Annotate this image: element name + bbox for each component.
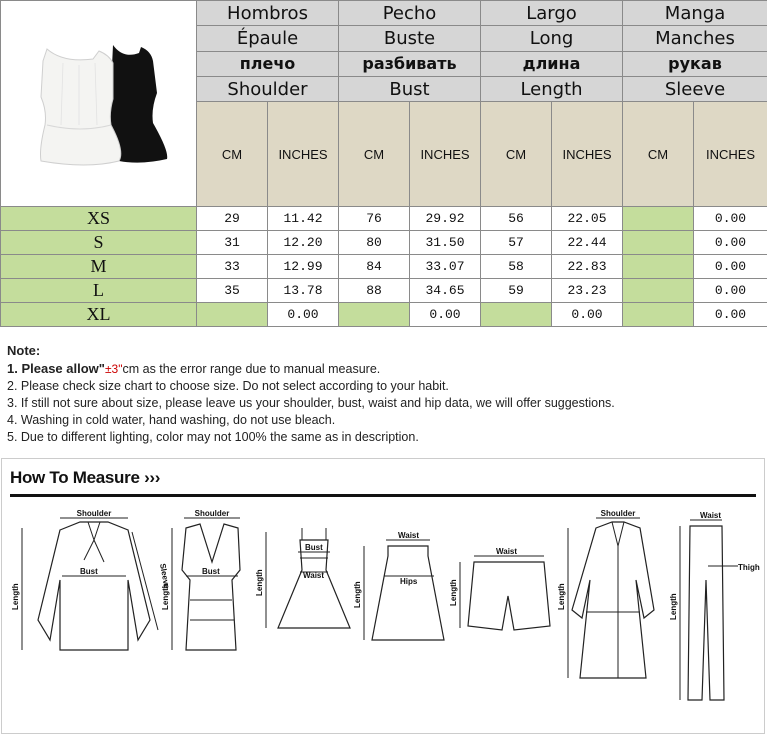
size-row bbox=[1, 231, 767, 255]
diagram-skirt bbox=[353, 531, 444, 640]
label-shoulder: Shoulder bbox=[194, 509, 230, 518]
label-waist: Waist bbox=[496, 547, 518, 556]
header-bust-en: Bust bbox=[339, 77, 481, 102]
how-to-title-text: How To Measure bbox=[10, 468, 140, 487]
size-value-cell: 0.00 bbox=[694, 303, 767, 327]
note-item-5: 5. Due to different lighting, color may not 100% the same as in description. bbox=[7, 430, 419, 444]
label-length: Length bbox=[669, 593, 678, 620]
size-value-cell: 29.92 bbox=[410, 207, 481, 231]
size-value-cell bbox=[623, 279, 694, 303]
note-1-rest: cm as the error range due to manual measure. bbox=[122, 362, 381, 376]
label-hips: Hips bbox=[400, 577, 418, 586]
size-value-cell bbox=[623, 207, 694, 231]
notes-section bbox=[7, 342, 762, 446]
size-value-cell: 11.42 bbox=[268, 207, 339, 231]
label-waist: Waist bbox=[303, 571, 325, 580]
size-value-cell: 0.00 bbox=[410, 303, 481, 327]
measurement-diagrams bbox=[0, 500, 767, 730]
size-value-cell: 0.00 bbox=[694, 255, 767, 279]
unit-cell: CM bbox=[481, 102, 552, 207]
label-length: Length bbox=[161, 583, 170, 610]
size-label: L bbox=[1, 279, 197, 303]
unit-cell: INCHES bbox=[552, 102, 623, 207]
size-label: XS bbox=[1, 207, 197, 231]
header-row-spanish bbox=[1, 1, 767, 26]
size-value-cell: 59 bbox=[481, 279, 552, 303]
header-sleeve-fr: Manches bbox=[623, 26, 767, 51]
size-value-cell: 22.83 bbox=[552, 255, 623, 279]
size-value-cell: 29 bbox=[197, 207, 268, 231]
size-value-cell: 88 bbox=[339, 279, 410, 303]
product-photo bbox=[1, 1, 197, 207]
size-label: M bbox=[1, 255, 197, 279]
header-bust-fr: Buste bbox=[339, 26, 481, 51]
size-row bbox=[1, 207, 767, 231]
size-value-cell bbox=[623, 231, 694, 255]
diagram-trousers bbox=[669, 511, 760, 700]
size-row bbox=[1, 303, 767, 327]
size-value-cell: 33 bbox=[197, 255, 268, 279]
unit-cell: INCHES bbox=[268, 102, 339, 207]
unit-cell: CM bbox=[197, 102, 268, 207]
product-image bbox=[1, 1, 197, 201]
label-length: Length bbox=[557, 583, 566, 610]
label-length: Length bbox=[353, 581, 362, 608]
size-value-cell bbox=[197, 303, 268, 327]
size-row bbox=[1, 255, 767, 279]
label-shoulder: Shoulder bbox=[76, 509, 112, 518]
diagram-tank bbox=[161, 509, 240, 650]
size-value-cell: 34.65 bbox=[410, 279, 481, 303]
diagram-blouse bbox=[11, 509, 171, 650]
size-value-cell: 0.00 bbox=[694, 279, 767, 303]
note-item-3: 3. If still not sure about size, please leave us your shoulder, bust, waist and hip data, we will offer suggestions. bbox=[7, 396, 615, 410]
unit-cell: INCHES bbox=[694, 102, 767, 207]
size-value-cell: 31.50 bbox=[410, 231, 481, 255]
size-value-cell: 57 bbox=[481, 231, 552, 255]
label-bust: Bust bbox=[80, 567, 98, 576]
header-shoulder-en: Shoulder bbox=[197, 77, 339, 102]
size-value-cell: 22.05 bbox=[552, 207, 623, 231]
size-value-cell: 84 bbox=[339, 255, 410, 279]
label-length: Length bbox=[449, 579, 458, 606]
label-bust: Bust bbox=[202, 567, 220, 576]
size-value-cell: 56 bbox=[481, 207, 552, 231]
size-value-cell: 0.00 bbox=[268, 303, 339, 327]
header-shoulder-fr: Épaule bbox=[197, 26, 339, 51]
size-label: XL bbox=[1, 303, 197, 327]
size-label: S bbox=[1, 231, 197, 255]
label-waist: Waist bbox=[700, 511, 722, 520]
diagram-coat bbox=[557, 509, 654, 678]
header-shoulder-es: Hombros bbox=[197, 1, 339, 26]
size-value-cell bbox=[623, 303, 694, 327]
header-sleeve-en: Sleeve bbox=[623, 77, 767, 102]
label-bust: Bust bbox=[305, 543, 323, 552]
size-value-cell: 35 bbox=[197, 279, 268, 303]
size-value-cell: 76 bbox=[339, 207, 410, 231]
size-value-cell: 12.99 bbox=[268, 255, 339, 279]
header-length-fr: Long bbox=[481, 26, 623, 51]
label-sleeve: Sleeve bbox=[158, 562, 172, 590]
label-waist: Waist bbox=[398, 531, 420, 540]
label-length: Length bbox=[11, 583, 20, 610]
diagram-shorts bbox=[449, 547, 550, 630]
title-divider bbox=[10, 494, 756, 497]
header-bust-es: Pecho bbox=[339, 1, 481, 26]
note-1-tolerance: ±3" bbox=[104, 362, 123, 376]
header-sleeve-ru: рукав bbox=[623, 51, 767, 76]
how-to-measure-title bbox=[10, 468, 160, 488]
diagram-strap-dress bbox=[255, 528, 350, 628]
header-shoulder-ru: плечо bbox=[197, 51, 339, 76]
note-1-lead: 1. Please allow" bbox=[7, 361, 105, 376]
size-value-cell: 31 bbox=[197, 231, 268, 255]
header-length-es: Largo bbox=[481, 1, 623, 26]
size-value-cell bbox=[339, 303, 410, 327]
size-value-cell bbox=[481, 303, 552, 327]
size-chart-table bbox=[0, 0, 767, 327]
chevron-right-icon: ››› bbox=[144, 468, 161, 487]
size-value-cell: 58 bbox=[481, 255, 552, 279]
size-value-cell: 13.78 bbox=[268, 279, 339, 303]
note-item-4: 4. Washing in cold water, hand washing, do not use bleach. bbox=[7, 413, 336, 427]
label-shoulder: Shoulder bbox=[600, 509, 636, 518]
size-value-cell: 33.07 bbox=[410, 255, 481, 279]
unit-cell: CM bbox=[623, 102, 694, 207]
size-value-cell: 0.00 bbox=[552, 303, 623, 327]
notes-title: Note: bbox=[7, 343, 41, 358]
label-thigh: Thigh bbox=[738, 563, 760, 572]
size-value-cell: 0.00 bbox=[694, 231, 767, 255]
white-top bbox=[41, 49, 121, 165]
label-length: Length bbox=[255, 569, 264, 596]
size-value-cell: 22.44 bbox=[552, 231, 623, 255]
size-row bbox=[1, 279, 767, 303]
header-sleeve-es: Manga bbox=[623, 1, 767, 26]
header-length-ru: длина bbox=[481, 51, 623, 76]
size-value-cell: 0.00 bbox=[694, 207, 767, 231]
header-bust-ru: разбивать bbox=[339, 51, 481, 76]
size-value-cell bbox=[623, 255, 694, 279]
note-item-1 bbox=[7, 360, 762, 378]
size-value-cell: 23.23 bbox=[552, 279, 623, 303]
unit-cell: INCHES bbox=[410, 102, 481, 207]
note-item-2: 2. Please check size chart to choose size. Do not select according to your habit. bbox=[7, 379, 449, 393]
unit-cell: CM bbox=[339, 102, 410, 207]
size-value-cell: 80 bbox=[339, 231, 410, 255]
header-length-en: Length bbox=[481, 77, 623, 102]
size-value-cell: 12.20 bbox=[268, 231, 339, 255]
